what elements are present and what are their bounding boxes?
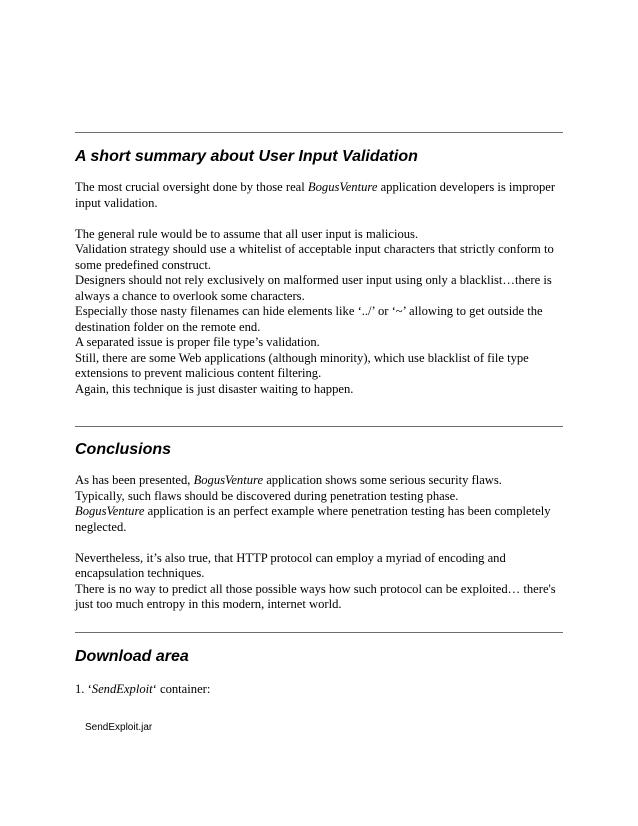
conclusions-paragraph-3: BogusVenture application is an perfect example where penetration testing has been completely neglected. [75, 504, 551, 534]
attachment-link-sendexploit-jar[interactable]: SendExploit.jar [85, 722, 153, 733]
conclusions-paragraph-4: Nevertheless, it’s also true, that HTTP protocol can employ a myriad of encoding and encapsulation techniques. [75, 550, 506, 580]
download-item [75, 682, 565, 698]
product-name: BogusVenture [193, 473, 264, 487]
validation-paragraph-6: A separated issue is proper file type’s validation. [75, 335, 320, 349]
container-name: SendExploit [91, 682, 153, 696]
validation-paragraph-5: Especially those nasty filenames can hide elements like ‘../’ or ‘~’ allowing to get outside the destination folder on the remote end. [75, 304, 543, 334]
section-divider [75, 426, 563, 427]
conclusions-paragraph-1: As has been presented, BogusVenture application shows some serious security flaws. [75, 473, 502, 487]
section-title-conclusions: Conclusions [75, 441, 172, 458]
product-name: BogusVenture [307, 180, 378, 194]
section-title-validation: A short summary about User Input Validation [75, 148, 418, 165]
validation-paragraph-4: Designers should not rely exclusively on malformed user input using only a blacklist…there is always a chance to overlook some characters. [75, 273, 552, 303]
section-divider [75, 632, 563, 633]
conclusions-paragraph-5: There is no way to predict all those possible ways how such protocol can be exploited… there's just too much entropy in this modern, internet world. [75, 581, 556, 611]
validation-paragraph-7: Still, there are some Web applications (although minority), which use blacklist of file type extensions to prevent malicious content filtering. [75, 350, 529, 380]
validation-paragraph-2: The general rule would be to assume that all user input is malicious. [75, 226, 419, 241]
validation-paragraph-8: Again, this technique is just disaster waiting to happen. [75, 381, 354, 396]
conclusions-paragraph-2: Typically, such flaws should be discovered during penetration testing phase. [75, 488, 459, 503]
conclusions-body [75, 473, 565, 613]
product-name: BogusVenture [75, 504, 145, 518]
validation-body [75, 180, 565, 397]
validation-paragraph-3: Validation strategy should use a whitelist of acceptable input characters that strictly conform to some predefined construct. [75, 242, 554, 272]
section-title-download: Download area [75, 648, 189, 665]
section-divider [75, 132, 563, 133]
download-item-label: 1. ‘SendExploit‘ container: [75, 682, 211, 696]
validation-paragraph-1: The most crucial oversight done by those real BogusVenture application developers is improper input validation. [75, 180, 556, 210]
